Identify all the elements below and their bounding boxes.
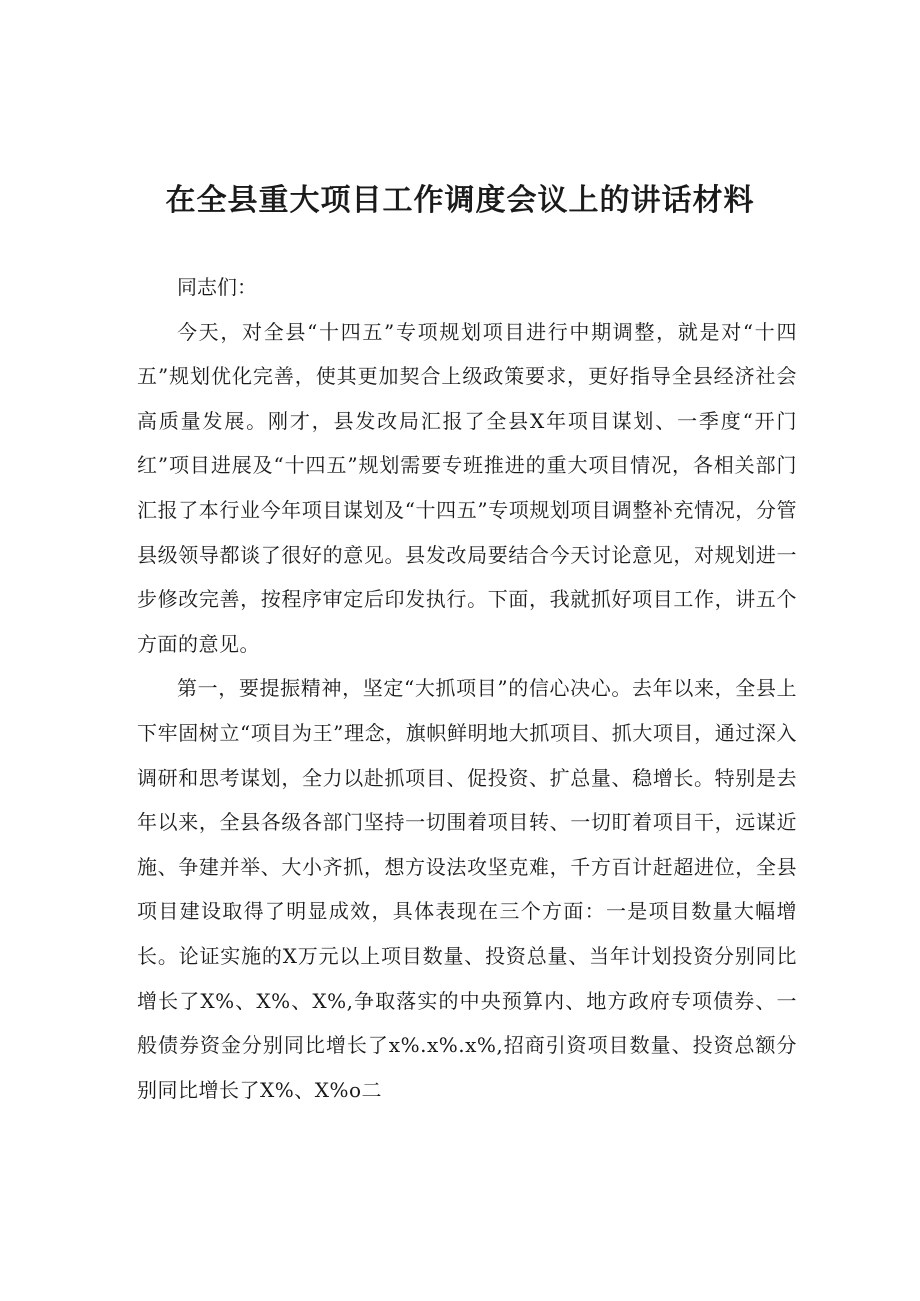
- salutation: 同志们：: [177, 275, 257, 299]
- document-body: [137, 265, 797, 1112]
- paragraph-first-point: 第一，要提振精神，坚定“大抓项目”的信心决心。去年以来，全县上下牢固树立“项目为王”理念，旗帜鲜明地大抓项目、抓大项目，通过深入调研和思考谋划，全力以赴抓项目、促投资、扩总量、稳增长。特别是去年以来，全县各级各部门坚持一切围着项目转、一切盯着项目干，远谋近施、争建并举、大小齐抓，想方设法攻坚克难，千方百计赶超进位，全县项目建设取得了明显成效，具体表现在三个方面：一是项目数量大幅增长。论证实施的X万元以上项目数量、投资总量、当年计划投资分别同比增长了X%、X%、X%,争取落实的中央预算内、地方政府专项债券、一般债券资金分别同比增长了x%.x%.x%,招商引资项目数量、投资总额分别同比增长了X%、X%o二: [137, 676, 797, 1102]
- document-title: 在全县重大项目工作调度会议上的讲话材料: [165, 183, 755, 218]
- paragraph-opening: 今天，对全县“十四五”专项规划项目进行中期调整，就是对“十四五”规划优化完善，使其更加契合上级政策要求，更好指导全县经济社会高质量发展。刚才，县发改局汇报了全县X年项目谋划、一季度“开门红”项目进展及“十四五”规划需要专班推进的重大项目情况，各相关部门汇报了本行业今年项目谋划及“十四五”专项规划项目调整补充情况，分管县级领导都谈了很好的意见。县发改局要结合今天讨论意见，对规划进一步修改完善，按程序审定后印发执行。下面，我就抓好项目工作，讲五个方面的意见。: [137, 319, 797, 656]
